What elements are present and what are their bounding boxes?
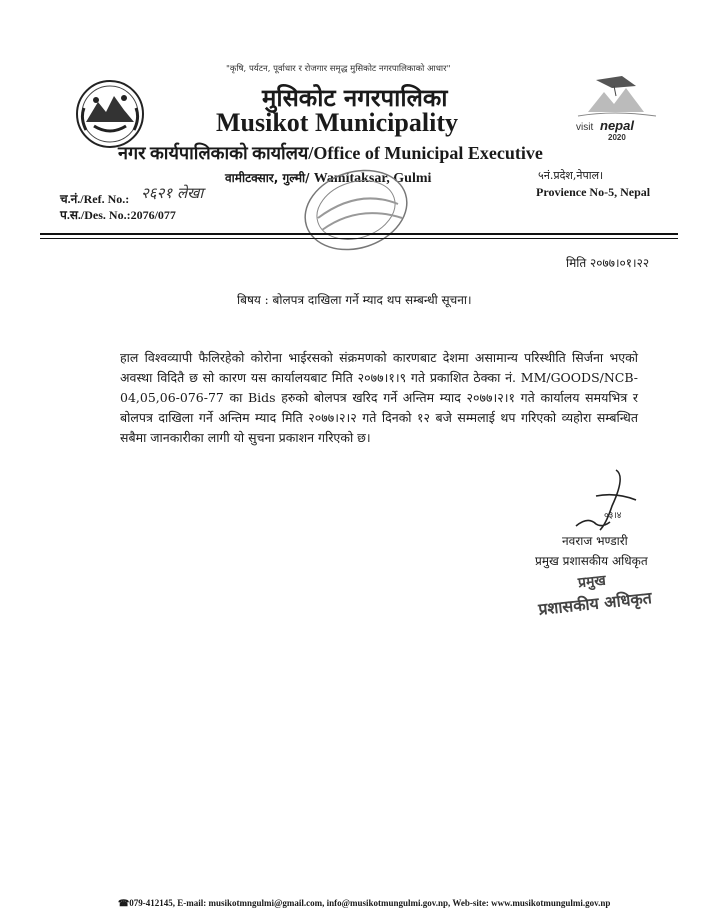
letter-subject: बिषय : बोलपत्र दाखिला गर्ने म्याद थप सम्बन्धी सूचना। [237,293,472,307]
nepal-emblem-logo [74,78,146,150]
ref-label: च.नं./Ref. No.: [60,192,130,206]
tagline: "कृषि, पर्यटन, पूर्वाधार र रोजगार समृद्ध मुसिकोट नगरपालिकाको आधार" [226,64,451,74]
handwritten-signature [566,466,646,536]
des-number: प.स./Des. No.:2076/077 [60,208,176,222]
footer-contact: ☎079-412145, E-mail: musikotmngulmi@gmail.com, info@musikotmungulmi.gov.np, Web-site: www.musikotmungulmi.gov.np [118,898,611,908]
ref-number-handwritten: २६२१ लेखा [141,184,204,202]
header-divider-thick [40,233,678,235]
svg-text:visit: visit [576,122,594,133]
municipality-title-nepali: मुसिकोट नगरपालिका [262,84,448,112]
header-divider-thin [40,238,678,239]
municipality-title-english: Musikot Municipality [216,108,458,137]
signatory-title: प्रमुख प्रशासकीय अधिकृत [535,554,648,568]
office-title: नगर कार्यपालिकाको कार्यालय/Office of Municipal Executive [118,143,543,163]
designation-stamp-line1: प्रमुख [577,572,607,592]
svg-text:०३।४: ०३।४ [604,511,622,521]
signatory-name: नवराज भण्डारी [562,534,628,548]
office-round-stamp [298,168,418,258]
province-nepali: ५नं.प्रदेश,नेपाल। [538,169,604,182]
address-nepali: वामीटक्सार, गुल्मी/ [225,171,314,185]
svg-text:2020: 2020 [608,133,626,142]
visit-nepal-logo [574,74,660,144]
letter-body: हाल विश्वव्यापी फैलिरहेको कोरोना भाईरसको संक्रमणको कारणबाट देशमा असामान्य परिस्थीति सिर्जना भएको अवस्था विदितै छ सो कारण यस कार्यालयबाट मिति २०७७।१।९ गते प्रकाशित ठेक्का नं. MM/GOODS/NCB-04,05,06-076-77 का Bids हरुको बोलपत्र खरिद गर्ने अन्तिम म्याद २०७७।२।१ गते कार्यालय समयभित्र र बोलपत्र दाखिला गर्ने अन्तिम म्याद मिति २०७७।२।२ गते दिनको १२ बजे सम्मलाई थप गरिएको व्यहोरा सम्बन्धित सबैमा जानकारीका लागी यो सुचना प्रकाशन गरिएको छ। [120,350,638,445]
address-english: Wamitaksar, Gulmi [313,171,432,186]
letter-date: मिति २०७७।०१।२२ [566,256,650,270]
province-english: Provience No-5, Nepal [536,185,651,199]
svg-text:nepal: nepal [600,118,634,133]
designation-stamp-line2: प्रशासकीय अधिकृत [537,588,653,619]
